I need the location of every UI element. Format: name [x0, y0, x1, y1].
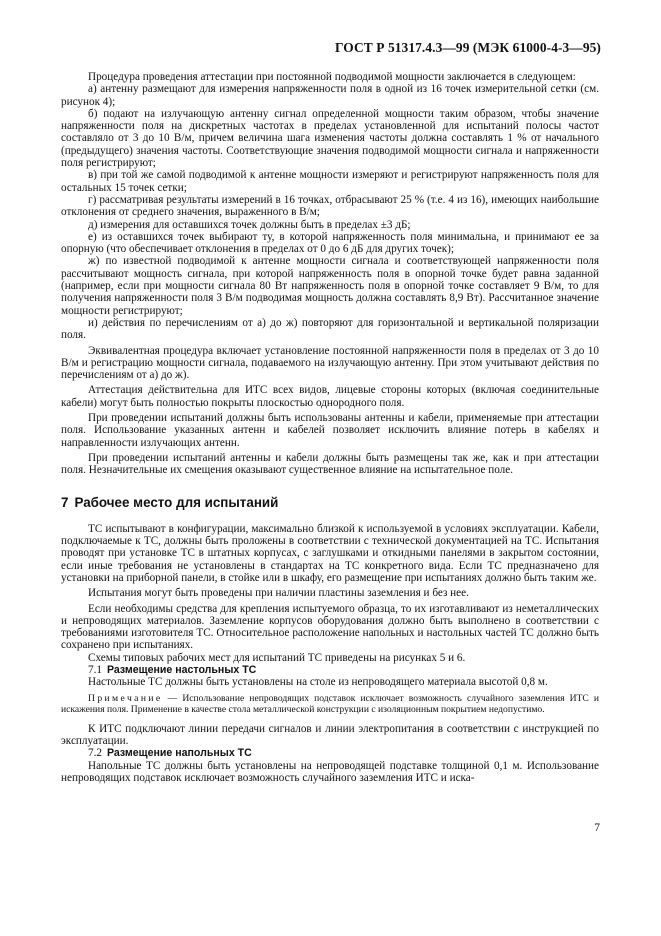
paragraph-config: ТС испытывают в конфигурации, максимально близкой к используемой в условиях эксплуатации. Кабели, подключаемые к ТС, должны быть проложены в соответствии с технической документацией на ТС. Испытания проводят при установке ТС в штатных корпусах, с заглушками и откидными панелями в закрытом состоянии, если иные требования не установлены в стандартах на ТС конкретного вида. Если ТС предназначено для установки на приборной панели, в стойке или в шкафу, его размещение при испытаниях должно быть таким же. [61, 522, 599, 584]
paragraph-mounting: Если необходимы средства для крепления испытуемого образца, то их изготавливают из неметаллических и непроводящих материалов. Заземление корпусов оборудования должно быть выполнено в соответствии с требованиями изготовителя ТС. Относительное расположение напольных и настольных частей ТС должно быть сохранено при испытаниях. [61, 602, 599, 652]
list-item-zh: ж) по известной подводимой к антенне мощности сигнала и соответствующей напряженности поля рассчитывают мощность сигнала, при которой напряженность поля в опорной точке будет равна заданной (например, если при мощности сигнала 80 Вт напряженность поля в опорной точке составляет 9 В/м, то для получения напряженности поля 3 В/м подводимая мощность должна составлять 8,9 Вт). Рассчитанное значение мощности регистрируют; [61, 255, 599, 317]
paragraph-floor: Напольные ТС должны быть установлены на непроводящей подставке толщиной 0,1 м. Использование непроводящих подставок исключает возможность случайного заземления ИТС и иска- [61, 759, 599, 784]
paragraph-tabletop: Настольные ТС должны быть установлены на столе из непроводящего материала высотой 0,8 м. [88, 676, 548, 689]
note-text: — Использование непроводящих подставок исключает возможность случайного заземления ИТС и искажения поля. Применение в качестве стола металлической конструкции с изоляционным покрытием недопустимо. [61, 692, 599, 715]
section-heading [61, 494, 599, 510]
list-item-b: б) подают на излучающую антенну сигнал определенной мощности таким образом, чтобы значение напряженности поля на дискретных частотах в пределах установленной для испытаний полосы частот составляло от 3 до 10 В/м, причем величина шага изменения частоты должна составлять 1 % от начального (предыдущего) значения частоты. Соответствующие значения подводимой мощности сигнала и напряженности поля регистрируют; [61, 107, 599, 170]
paragraph-validity: Аттестация действительна для ИТС всех видов, лицевые стороны которых (включая соединительные кабели) могут быть полностью покрыты плоскостью однородного поля. [61, 384, 599, 409]
section-number: 7 [61, 494, 69, 510]
subsection-title: Размещение настольных ТС [106, 664, 257, 677]
list-item-e: е) из оставшихся точек выбирают ту, в которой напряженность поля минимальна, и принимают ее за опорную (что обеспечивает отклонения в пределах от 0 до 6 дБ для других точек); [61, 230, 599, 256]
note-label: Примечание [88, 692, 163, 704]
paragraph-equivalent: Эквивалентная процедура включает установление постоянной напряженности поля в пределах от 3 до 10 В/м и регистрацию мощности сигнала, подаваемого на излучающую антенну. При этом учитывают действия по перечислениям от а) до ж). [61, 344, 599, 382]
page-number: 7 [594, 822, 600, 834]
paragraph-schemes: Схемы типовых рабочих мест для испытаний ТС приведены на рисунках 5 и 6. [88, 651, 466, 664]
list-item-v: в) при той же самой подводимой к антенне мощности измеряют и регистрируют напряженность поля для остальных 15 точек сетки; [61, 169, 599, 194]
page-header: ГОСТ Р 51317.4.3—99 (МЭК 61000-4-3—95) [335, 40, 601, 55]
paragraph-placement: При проведении испытаний антенны и кабели должны быть размещены так же, как и при аттестации поля. Незначительные их смещения оказывают существенное влияние на испытательное поле. [61, 451, 599, 477]
paragraph-connections: К ИТС подключают линии передачи сигналов и линии электропитания в соответствии с инструкцией по эксплуатации. [61, 722, 599, 747]
list-item-a: а) антенну размещают для измерения напряженности поля в одной из 16 точек измерительной сетки (см. рисунок 4); [61, 83, 599, 108]
subsection-title: Размещение напольных ТС [106, 747, 252, 760]
subsection-number: 7.1 [88, 664, 102, 677]
paragraph-antennas: При проведении испытаний должны быть использованы антенны и кабели, применяемые при аттестации поля. Использование указанных антенн и кабелей позволяет исключить влияние потерь в кабелях и направленности излучающих антенн. [61, 412, 599, 449]
subsection-heading-7-2 [61, 747, 599, 759]
document-body [61, 71, 599, 784]
note [61, 693, 599, 715]
list-item-g: г) рассматривая результаты измерений в 16 точках, отбрасывают 25 % (т.е. 4 из 16), имеющих наибольшие отклонения от среднего значения, выраженного в В/м; [61, 193, 599, 219]
section-title: Рабочее место для испытаний [74, 494, 279, 510]
subsection-heading-7-1 [61, 664, 599, 676]
subsection-number: 7.2 [88, 747, 102, 760]
paragraph-ground-plate: Испытания могут быть проведены при наличии пластины заземления и без нее. [88, 587, 469, 600]
list-item-d: д) измерения для оставшихся точек должны быть в пределах ±3 дБ; [88, 218, 411, 231]
list-item-i: и) действия по перечислениям от а) до ж) повторяют для горизонтальной и вертикальной поляризации поля. [61, 316, 599, 342]
paragraph-intro: Процедура проведения аттестации при постоянной подводимой мощности заключается в следующем: [88, 71, 576, 83]
